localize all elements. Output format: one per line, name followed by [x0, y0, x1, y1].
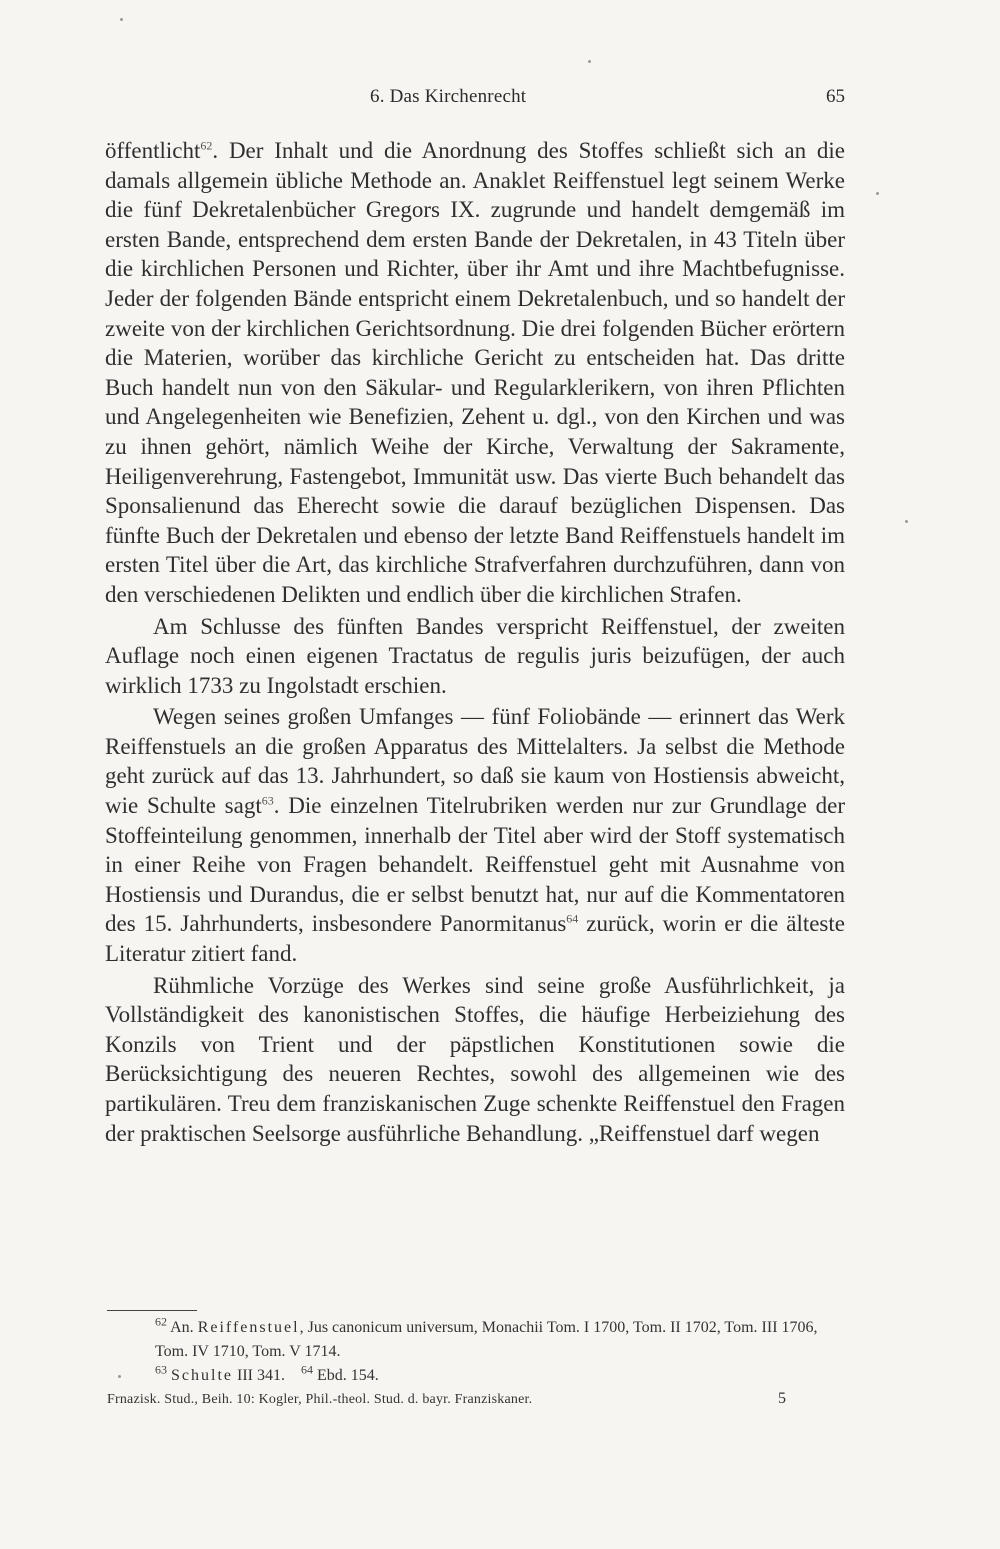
signature-line: Frnazisk. Stud., Beih. 10: Kogler, Phil.-theol. Stud. d. bayr. Franziskaner. — [107, 1392, 533, 1407]
chapter-title: 6. Das Kirchenrecht — [370, 86, 527, 107]
footnote-rule — [107, 1310, 197, 1311]
footnote-ref-64: 64 — [566, 911, 579, 926]
footnotes — [107, 1316, 847, 1388]
sheet-number: 5 — [778, 1390, 786, 1407]
footnote-63-number: 63 — [155, 1362, 167, 1377]
main-text — [105, 136, 845, 1148]
paragraph-3 — [105, 702, 845, 968]
footnote-ref-63: 63 — [261, 793, 274, 808]
page-number: 65 — [826, 86, 845, 107]
footnote-63-author: Schulte — [171, 1367, 233, 1384]
paragraph-4: Rühmliche Vorzüge des Werkes sind seine große Ausführlichkeit, ja Vollständigkeit des kanonistischen Stoffes, die häufige Herbeiziehung des Konzils von Trient und der päpstlichen Konstitutionen sowie die Berücksichtigung des neueren Rechtes, sowohl des allgemeinen wie des partikulären. Treu dem franziskanischen Zuge schenkte Reiffenstuel den Fragen der praktischen Seelsorge ausführliche Behandlung. „Reiffenstuel darf wegen — [105, 972, 845, 1146]
scan-speck — [588, 60, 591, 63]
footnote-ref-62: 62 — [200, 138, 213, 153]
paragraph-3-part-b: . Die einzelnen Titelrubriken werden nur zur Grundlage der Stoffeinteilung genommen, innerhalb der Titel aber wird der Stoff systematisch in einer Reihe von Fragen behandelt. Reiffenstuel geht mit Ausnahme von Hostiensis und Durandus, die er selbst benutzt hat, nur auf die Kommentatoren des 15. Jahrhunderts, insbesondere Panormitanus — [105, 793, 845, 937]
scan-speck — [876, 192, 879, 195]
footnote-62-author: Reiffenstuel — [197, 1319, 300, 1336]
scan-speck — [120, 18, 123, 21]
footnote-62-prefix: An. — [170, 1319, 198, 1336]
paragraph-2: Am Schlusse des fünften Bandes verspricht Reiffenstuel, der zweiten Auflage noch einen eigenen Tractatus de regulis juris beizufügen, der auch wirklich 1733 zu Ingolstadt erschien. — [105, 613, 845, 698]
footnote-64-number: 64 — [300, 1362, 313, 1377]
paragraph-1 — [105, 136, 845, 610]
paragraph-1-start: öffentlicht — [105, 138, 201, 163]
footnote-62 — [107, 1316, 847, 1364]
paragraph-1-rest: . Der Inhalt und die Anordnung des Stoffes schließt sich an die damals allgemein übliche Methode an. Anaklet Reiffenstuel legt seinem Werke die fünf Dekretalenbücher Gregors IX. zugrunde und handelt demgemäß im ersten Bande, entsprechend dem ersten Bande der Dekretalen, in 43 Titeln über die kirchlichen Personen und Richter, über ihr Amt und ihre Machtbefugnisse. Jeder der folgenden Bände entspricht einem Dekretalenbuch, und so handelt der zweite von der kirchlichen Gerichtsordnung. Die drei folgenden Bücher erörtern die Materien, worüber das kirchliche Gericht zu entscheiden hat. Das dritte Buch handelt nun von den Säkular- und Regularklerikern, von ihren Pflichten und Angelegenheiten wie Benefizien, Zehent u. dgl., von den Kirchen und was zu ihnen gehört, nämlich Weihe der Kirche, Verwaltung der Sakramente, Heiligenverehrung, Fastengebot, Immunität usw. Das vierte Buch behandelt das Sponsalienund das Eherecht sowie die darauf bezüglichen Dispensen. Das fünfte Buch der Dekretalen und ebenso der letzte Band Reiffenstuels handelt im ersten Titel über die Art, das kirchliche Strafverfahren durchzuführen, dann von den verschiedenen Delikten und endlich über die kirchlichen Strafen. — [105, 138, 845, 607]
running-header — [105, 86, 845, 118]
paragraph-3-part-c: zurück, worin er die älteste Literatur zitiert fand. — [105, 911, 845, 967]
footnote-62-number: 62 — [155, 1314, 167, 1329]
footnote-64-text: Ebd. 154. — [316, 1367, 379, 1384]
footnote-63-text: III 341. — [233, 1367, 285, 1384]
paragraph-3-part-a: Wegen seines großen Umfanges — fünf Foliobände — erinnert das Werk Reiffenstuels an die großen Apparatus des Mittelalters. Ja selbst die Methode geht zurück auf das 13. Jahrhundert, so daß sie kaum von Hostiensis abweicht, wie Schulte sagt — [105, 704, 845, 819]
footnote-62-text: , Jus canonicum universum, Monachii Tom. I 1700, Tom. II 1702, Tom. III 1706, Tom. IV 1710, Tom. V 1714. — [155, 1319, 818, 1360]
footnote-63-64 — [107, 1364, 847, 1388]
scan-speck — [905, 520, 908, 523]
scan-speck — [118, 1375, 121, 1378]
